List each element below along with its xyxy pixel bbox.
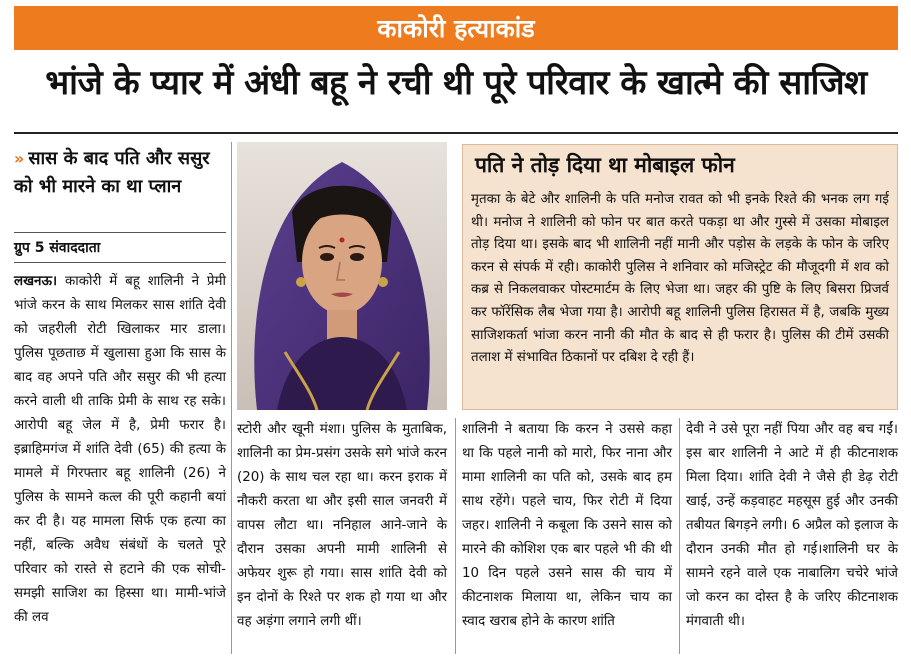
sidebar-box <box>462 144 898 410</box>
sidebar-body: मृतका के बेटे और शालिनी के पति मनोज रावत को भी इनके रिश्ते की भनक लग गई थी। मनोज ने शालिनी को फोन पर बात करते पकड़ा था और गुस्से में उसका मोबाइल तोड़ दिया था। इसके बाद भी शालिनी नहीं मानी और पड़ोस के लड़के के फोन के जरिए करन से संपर्क में रही। काकोरी पुलिस ने शनिवार को मजिस्ट्रेट की मौजूदगी में शव को कब्र से निकलवाकर पोस्टमार्टम के लिए भेजा था। जहर की पुष्टि के लिए बिसरा प्रिजर्व कर फॉरेंसिक लैब भेजा गया है। आरोपी बहू शालिनी पुलिस हिरासत में है, जबकि मुख्य साजिशकर्ता भांजा करन नानी की मौत के बाद से ही फरार है। पुलिस की टीमें उसकी तलाश में संभावित ठिकानों पर दबिश दे रही हैं। <box>471 192 889 366</box>
woman-portrait-photo <box>237 142 447 410</box>
subdeck-text: सास के बाद पति और ससुर को भी मारने का था प्लान <box>14 148 210 197</box>
article-column-3: शालिनी ने बताया कि करन ने उससे कहा था कि पहले नानी को मारो, फिर नाना और मामा शालिनी का पति को, उसके बाद हम साथ रहेंगे। पहले चाय, फिर रोटी में दिया जहर। शालिनी ने कबूला कि उसने सास को मारने की कोशिश एक बार पहले भी की थी 10 दिन पहले उसने सास की चाय में कीटनाशक मिलाया था, लेकिन चाय का स्वाद खराब होने के कारण शांति <box>462 422 672 629</box>
column-divider <box>679 418 680 654</box>
byline: ग्रुप 5 संवाददाता <box>14 240 101 256</box>
headline-rule <box>14 132 898 134</box>
column-divider <box>231 142 232 654</box>
kicker-banner <box>14 6 898 50</box>
headline: भांजे के प्यार में अंधी बहू ने रची थी पूरे परिवार के खात्मे की साजिश <box>45 63 867 103</box>
article-column-2: स्टोरी और खूनी मंशा। पुलिस के मुताबिक, शालिनी का प्रेम-प्रसंग उसके सगे भांजे करन (20) के साथ चल रहा था। करन इराक में नौकरी करता था और इसी साल जनवरी में वापस लौटा था। ननिहाल आने-जाने के दौरान उसका अपनी मामी शालिनी से अफेयर शुरू हो गया। सास शांति देवी को इन दोनों के रिश्ते पर शक हो गया था और वह अड़ंगा लगाने लगी थीं। <box>237 422 447 629</box>
subdeck <box>14 145 226 201</box>
byline-rule-bottom <box>14 262 226 263</box>
article-column-1-text: काकोरी में बहू शालिनी ने प्रेमी भांजे करन के साथ मिलकर सास शांति देवी को जहरीली रोटी खिलाकर मार डाला। पुलिस पूछताछ में खुलासा हुआ कि सास के बाद वह अपने पति और ससुर की भी हत्या करने वाली थी ताकि प्रेमी के साथ रह सके। आरोपी बहू जेल में है, प्रेमी फरार है। इब्राहिमगंज में शांति देवी (65) की हत्या के मामले में गिरफ्तार बहू शालिनी (26) ने पुलिस के सामने कत्ल की पूरी कहानी बयां कर दी है। यह मामला सिर्फ एक हत्या का नहीं, बल्कि अवैध संबंधों के चलते पूरे परिवार को रास्ते से हटाने की एक सोची-समझी साजिश का हिस्सा था। मामी-भांजे की लव <box>14 274 227 625</box>
kicker-text: काकोरी हत्याकांड <box>377 14 535 43</box>
sidebar-title: पति ने तोड़ दिया था मोबाइल फोन <box>475 153 735 177</box>
article-column-4: देवी ने उसे पूरा नहीं पिया और वह बच गईं। इस बार शालिनी ने आटे में ही कीटनाशक मिला दिया। शांति देवी ने जैसे ही डेढ़ रोटी खाई, उन्हें कड़वाहट महसूस हुई और उनकी तबीयत बिगड़ने लगी। 6 अप्रैल को इलाज के दौरान उनकी मौत हो गई।शालिनी घर के सामने रहने वाले एक नाबालिग चचेरे भांजे जो करन का दोस्त है के जरिए कीटनाशक मंगवाती थी। <box>686 422 898 629</box>
column-divider <box>455 418 456 654</box>
byline-rule-top <box>14 232 226 233</box>
dateline: लखनऊ। <box>14 274 58 289</box>
article-column-1 <box>14 270 226 630</box>
portrait-illustration <box>237 142 447 410</box>
chevron-right-icon: » <box>14 149 25 168</box>
